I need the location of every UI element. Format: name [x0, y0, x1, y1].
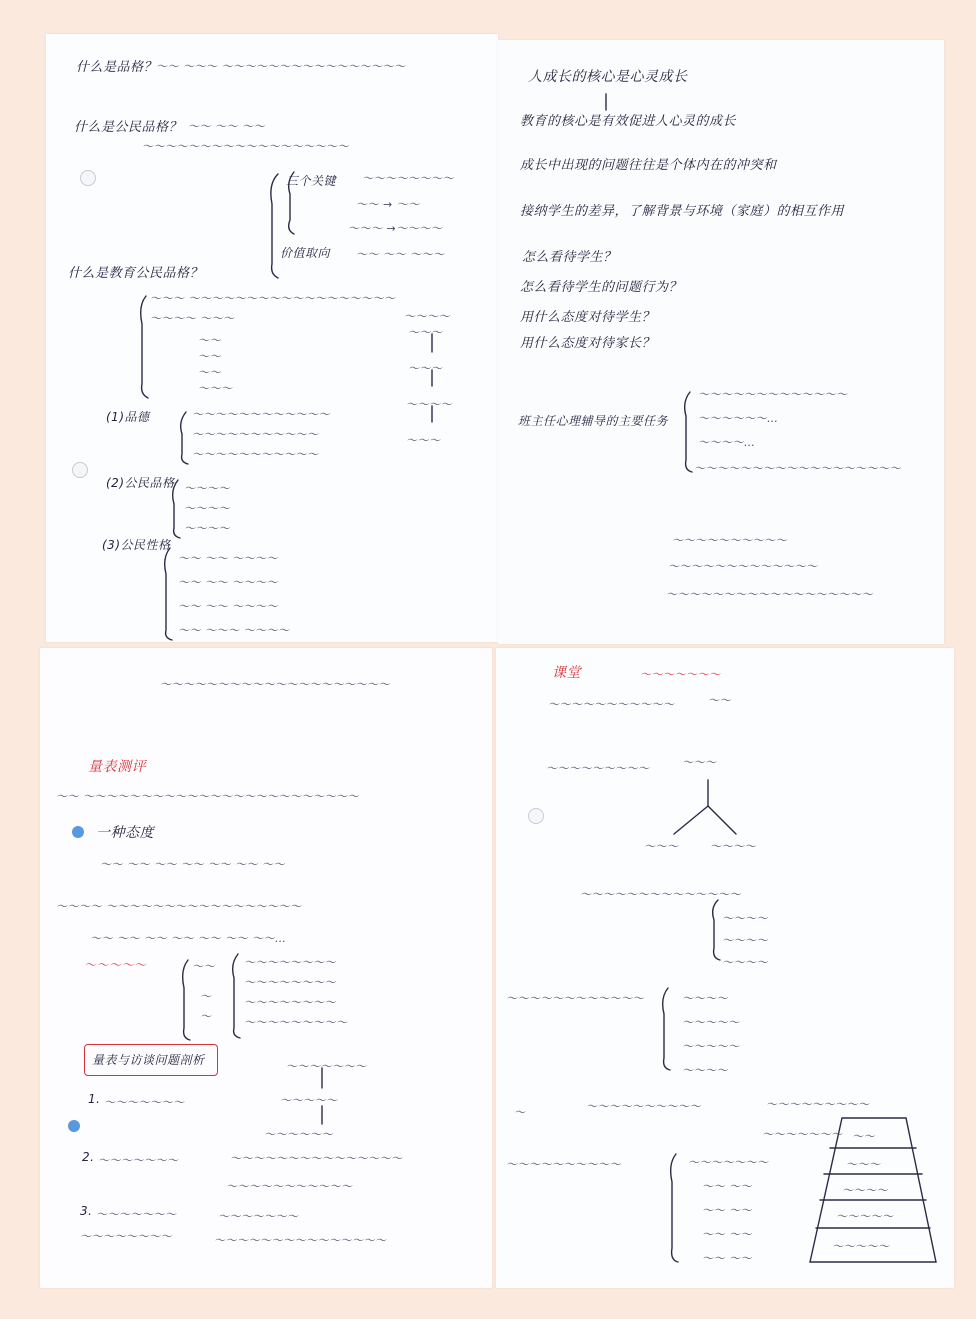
- scribble: 〜〜〜〜: [184, 502, 230, 515]
- scribble: 〜〜〜〜: [184, 482, 230, 495]
- scribble: 〜〜 〜〜 〜〜 〜〜 〜〜 〜〜 〜〜: [100, 858, 285, 871]
- scribble: 〜〜〜〜〜〜…: [698, 412, 779, 425]
- scribble: 〜〜〜〜: [722, 912, 768, 925]
- scribble: 〜〜〜〜〜〜: [264, 1128, 333, 1141]
- scribble: 〜〜〜: [846, 1158, 881, 1171]
- scribble: 〜〜〜〜〜〜〜〜: [244, 956, 336, 969]
- scribble: 〜〜〜: [408, 362, 443, 375]
- scribble: 〜〜〜〜…: [698, 436, 756, 449]
- label-point-1: (1)品德: [106, 410, 150, 424]
- scribble: 〜〜〜: [198, 382, 233, 395]
- scribble: 〜〜〜〜〜〜〜〜〜: [766, 1098, 870, 1111]
- label-point-2: (2)公民品格: [106, 476, 175, 490]
- question-problem-behavior: 怎么看待学生的问题行为？: [520, 280, 683, 295]
- scribble: 〜〜〜〜〜: [832, 1240, 890, 1253]
- scribble: 〜〜〜〜〜〜〜〜〜〜〜〜〜〜: [580, 888, 741, 901]
- scribble: 〜〜〜〜〜: [280, 1094, 338, 1107]
- note-page-bottom-right: [496, 648, 954, 1288]
- binder-hole: [72, 462, 88, 478]
- scribble: 〜〜: [708, 694, 731, 707]
- red-label: 〜〜〜〜〜: [84, 958, 147, 972]
- scribble: 〜〜〜: [408, 326, 443, 339]
- scribble: 〜〜〜〜〜〜〜〜〜〜〜〜〜〜〜〜〜〜〜〜: [160, 678, 390, 691]
- scribble: 〜〜〜: [682, 756, 717, 769]
- scribble: 〜〜 〜〜〜 〜〜〜〜〜〜〜〜〜〜〜〜〜〜〜〜: [156, 60, 406, 73]
- scribble: 〜〜〜〜〜〜〜: [688, 1156, 769, 1169]
- scribble: 〜〜〜: [644, 840, 679, 853]
- scribble: 〜〜: [198, 366, 221, 379]
- heading-civic-character: 什么是公民品格？: [74, 120, 183, 135]
- scribble: 〜〜: [852, 1130, 875, 1143]
- scribble: 〜〜 〜〜: [702, 1204, 752, 1217]
- scribble: 〜〜〜〜〜〜〜〜〜〜〜: [192, 448, 319, 461]
- line-education-core: 教育的核心是有效促进人心灵的成长: [520, 114, 737, 129]
- scribble: 〜〜: [198, 350, 221, 363]
- scribble: 〜〜 〜〜 〜〜〜〜: [178, 600, 278, 613]
- scribble: 〜〜〜〜: [842, 1184, 888, 1197]
- scribble: 〜〜 〜〜 〜〜〜〜: [178, 576, 278, 589]
- scribble: 〜〜〜〜〜〜〜: [98, 1154, 179, 1167]
- scribble: 〜〜〜〜〜〜〜〜〜〜〜: [548, 698, 675, 711]
- question-attitude-parents: 用什么态度对待家长？: [520, 336, 656, 351]
- scribble: 〜〜〜〜〜〜〜〜〜〜〜〜〜〜〜〜〜〜: [142, 140, 349, 153]
- scribble: 〜〜 〜〜 〜〜〜: [356, 248, 445, 261]
- note-page-bottom-left: [40, 648, 492, 1288]
- label-value-orientation: 价值取向: [280, 246, 331, 260]
- scribble: 〜〜 〜〜〜〜〜〜〜〜〜〜〜〜〜〜〜〜〜〜〜〜〜〜〜〜: [56, 790, 359, 803]
- binder-hole: [528, 808, 544, 824]
- scribble: 〜〜 〜〜 〜〜: [188, 120, 265, 133]
- scribble: 〜〜〜〜〜〜〜〜〜〜〜〜〜〜〜〜〜〜: [694, 462, 901, 475]
- scribble: 〜〜〜〜〜〜〜〜〜: [244, 1016, 348, 1029]
- scribble: 〜〜〜: [406, 434, 441, 447]
- scribble: 〜〜〜〜: [682, 1064, 728, 1077]
- scribble: 〜〜〜〜: [184, 522, 230, 535]
- scribble: 〜〜〜〜 〜〜〜: [150, 312, 235, 325]
- blue-marker: [68, 1120, 80, 1132]
- heading-classroom: 课堂: [552, 665, 581, 681]
- scribble: 〜〜: [192, 960, 215, 973]
- item-1: 1.: [88, 1092, 101, 1106]
- scribble: 〜〜〜〜〜〜〜〜〜〜〜〜〜〜〜〜〜〜: [666, 588, 873, 601]
- scribble: 〜〜〜〜: [406, 398, 452, 411]
- item-3: 3.: [80, 1204, 93, 1218]
- scribble: 〜〜: [198, 334, 221, 347]
- scribble: 〜〜〜〜〜〜〜: [96, 1208, 177, 1221]
- scribble: 〜〜〜〜〜〜〜〜〜〜: [506, 1158, 621, 1171]
- scribble: 〜〜〜〜: [710, 840, 756, 853]
- scribble: 〜〜〜〜〜〜〜〜〜〜〜〜〜〜〜: [214, 1234, 387, 1247]
- scribble: 〜〜 〜〜: [702, 1252, 752, 1265]
- scribble: 〜〜 〜〜 〜〜 〜〜 〜〜 〜〜 〜〜…: [90, 932, 287, 945]
- scribble: 〜〜〜〜〜〜〜: [218, 1210, 299, 1223]
- question-attitude-students: 用什么态度对待学生？: [520, 310, 656, 325]
- scribble: 〜〜〜〜〜〜〜〜: [362, 172, 454, 185]
- line-accept-difference: 接纳学生的差异，了解背景与环境（家庭）的相互作用: [520, 204, 845, 219]
- scribble: 〜〜 〜〜: [702, 1228, 752, 1241]
- scribble: 〜〜〜〜〜〜〜〜〜: [546, 762, 650, 775]
- binder-hole: [80, 170, 96, 186]
- scribble: 〜〜〜〜〜〜〜〜〜〜〜〜: [192, 408, 330, 421]
- scribble: 〜〜〜 〜〜〜〜〜〜〜〜〜〜〜〜〜〜〜〜〜〜: [150, 292, 396, 305]
- note-page-top-left: [46, 34, 498, 642]
- item-2: 2.: [82, 1150, 95, 1164]
- scribble: 〜〜〜〜〜〜〜〜〜〜〜〜〜〜〜: [230, 1152, 403, 1165]
- label-point-3: (3)公民性格: [102, 538, 171, 552]
- scribble: 〜〜 〜〜〜 〜〜〜〜: [178, 624, 290, 637]
- scribble: 〜〜〜〜: [404, 310, 450, 323]
- scribble: 〜〜〜〜〜〜〜〜: [244, 996, 336, 1009]
- heading-what-is-character: 什么是品格？: [76, 60, 158, 75]
- heading-educate-civic-character: 什么是教育公民品格？: [68, 266, 204, 281]
- scribble: 〜〜〜〜〜〜〜〜〜〜〜〜〜: [668, 560, 818, 573]
- line-growth-problems: 成长中出现的问题往往是个体内在的冲突和: [520, 158, 777, 173]
- scribble: 〜〜〜〜〜〜〜: [762, 1128, 843, 1141]
- red-note: 〜〜〜〜〜〜〜: [640, 668, 721, 681]
- scribble: 〜: [200, 990, 212, 1003]
- scribble: 〜〜〜〜: [722, 956, 768, 969]
- scribble: 〜: [200, 1010, 212, 1023]
- note-page-top-right: [498, 40, 944, 644]
- scribble: 〜〜〜〜〜〜〜〜〜〜: [672, 534, 787, 547]
- scribble: 〜〜〜〜〜〜〜〜: [244, 976, 336, 989]
- scribble: 〜〜〜〜〜〜〜〜〜〜: [586, 1100, 701, 1113]
- label-three-keys: 三个关键: [286, 174, 337, 188]
- scribble: 〜〜〜〜: [682, 992, 728, 1005]
- scribble: 〜〜〜〜: [722, 934, 768, 947]
- scribble: 〜〜〜〜〜〜〜〜〜〜〜〜: [506, 992, 644, 1005]
- heading-scale-assessment: 量表测评: [88, 759, 146, 775]
- scribble: 〜: [514, 1106, 526, 1119]
- scribble: 〜〜〜 →〜〜〜〜: [348, 222, 443, 235]
- scribble: 〜〜〜〜〜〜〜〜〜〜〜: [192, 428, 319, 441]
- line-an-attitude: 一种态度: [96, 825, 154, 841]
- scribble: 〜〜 → 〜〜: [356, 198, 420, 211]
- scribble: 〜〜〜〜〜〜〜: [286, 1060, 367, 1073]
- scribble: 〜〜〜〜 〜〜〜〜〜〜〜〜〜〜〜〜〜〜〜〜〜: [56, 900, 302, 913]
- scribble: 〜〜〜〜〜: [836, 1210, 894, 1223]
- scribble: 〜〜〜〜〜〜〜〜: [80, 1230, 172, 1243]
- scribble: 〜〜 〜〜 〜〜〜〜: [178, 552, 278, 565]
- boxed-heading: 量表与访谈问题剖析: [92, 1053, 205, 1067]
- label-counselling-tasks: 班主任心理辅导的主要任务: [518, 414, 669, 428]
- scribble: 〜〜〜〜〜〜〜: [104, 1096, 185, 1109]
- scribble: 〜〜〜〜〜: [682, 1040, 740, 1053]
- question-view-students: 怎么看待学生？: [522, 250, 617, 265]
- scribble: 〜〜〜〜〜: [682, 1016, 740, 1029]
- blue-marker: [72, 826, 84, 838]
- scribble: 〜〜 〜〜: [702, 1180, 752, 1193]
- scribble: 〜〜〜〜〜〜〜〜〜〜〜: [226, 1180, 353, 1193]
- scribble: 〜〜〜〜〜〜〜〜〜〜〜〜〜: [698, 388, 848, 401]
- line-core-growth: 人成长的核心是心灵成长: [528, 69, 688, 85]
